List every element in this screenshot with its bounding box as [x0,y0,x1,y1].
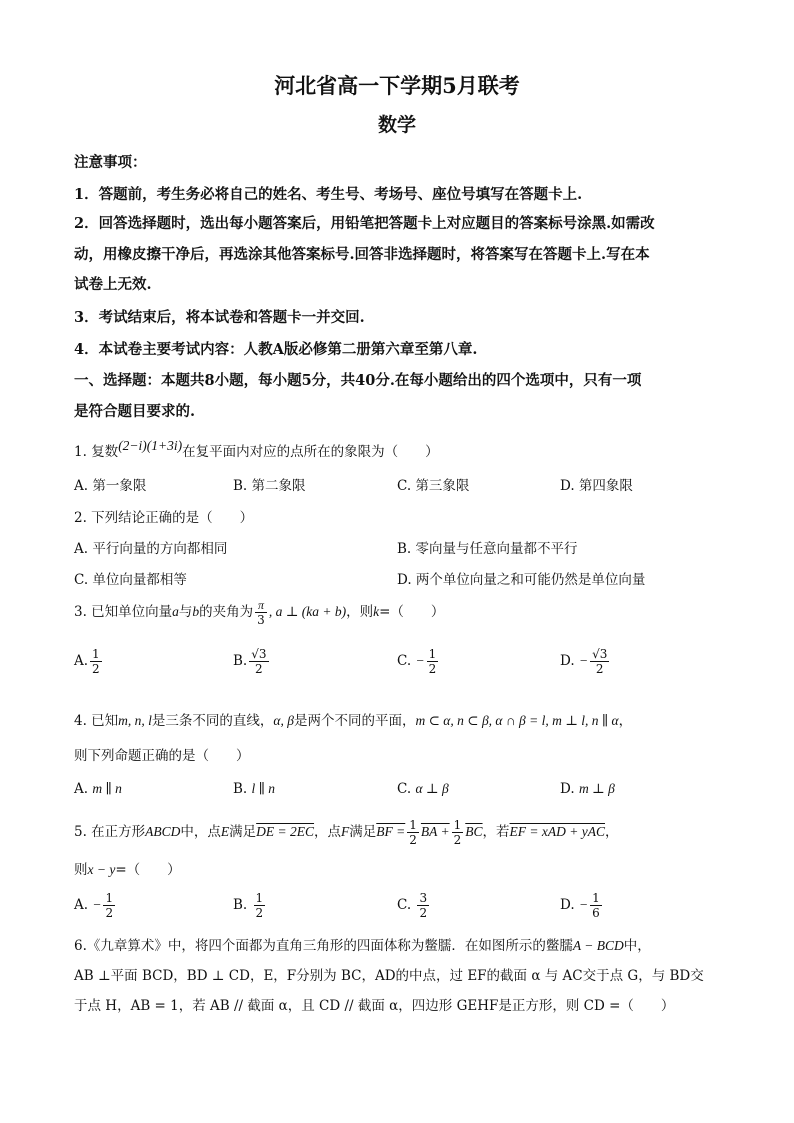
question-6-cont: AB ⊥平面 BCD，BD ⊥ CD，E，F分别为 BC，AD的中点，过 EF的截面 α 与 AC交于点 G，与 BD交 [74,968,704,984]
option-a: A. 平行向量的方向都相同 [74,541,228,557]
exam-title: 河北省高一下学期5月联考 [274,73,520,98]
option-b: B. 第二象限 [233,478,306,494]
question-text: 是三条不同的直线， [151,713,274,729]
question-4 [74,709,632,729]
math-expression: α, β [273,713,294,728]
notice-item: 动，用橡皮擦干净后，再选涂其他答案标号.回答非选择题时，将答案写在答题卡上.写在本 [74,246,650,263]
section-heading: 一、选择题：本题共8小题，每小题5分，共40分.在每小题给出的四个选项中，只有一项 [74,372,642,389]
question-text: 4. 已知 [74,713,119,729]
question-text: 的夹角为 [199,604,254,620]
math-expression: DE = 2EC [256,824,315,839]
question-3 [74,598,444,627]
math-expression: EF = xAD + yAC [509,824,605,839]
question-6: 6.《九章算术》中，将四个面都为直角三角形的四面体称为鳖臑．在如图所示的鳖臑A − BCD中， [74,938,651,954]
notice-item: 1．答题前，考生务必将自己的姓名、考生号、考场号、座位号填写在答题卡上. [74,186,583,203]
question-text: 在复平面内对应的点所在的象限为（ ） [182,444,439,460]
notice-item: 2．回答选择题时，选出每小题答案后，用铅笔把答题卡上对应题目的答案标号涂黑.如需改 [74,215,655,232]
question-5-cont: 则x − y=（ ） [74,862,181,878]
question-number: 1. [74,444,87,460]
option-c: C. 第三象限 [397,478,470,494]
question-5: 5. 在正方形ABCD中，点E满足DE = 2EC，点F满足BF = $\frac{1}{2}$ BA + $\frac{1}{2}$ $\overline{BC}$，若EF = xAD + yAC， [74,818,619,847]
notice-item: 3．考试结束后，将本试卷和答题卡一并交回. [74,309,365,326]
vector-a: a [172,604,179,619]
section-heading-cont: 是符合题目要求的. [74,403,196,420]
fraction: $\frac{\pi}{3}$ [257,598,265,627]
option-c: C. α ⊥ β [397,781,449,797]
option-b: B. $\frac{√3}{2}$ [233,647,267,676]
question-text: ， [618,713,633,729]
option-a: A. 第一象限 [74,478,147,494]
question-text: 复数 [91,444,119,460]
option-b: B. l ∥ n [233,781,276,797]
option-a: A. m ∥ n [74,781,122,797]
option-d: D. 两个单位向量之和可能仍然是单位向量 [397,572,646,588]
option-c: C. 单位向量都相等 [74,572,187,588]
math-expression: m, n, l [118,713,152,728]
option-d: D. − $\frac{√3}{2}$ [560,647,608,676]
option-d: D. m ⊥ β [560,781,615,797]
var-k: k [373,604,380,619]
question-4-cont: 则下列命题正确的是（ ） [74,748,250,764]
option-d: D. − $\frac{1}{6}$ [560,891,600,920]
question-text: 3. 已知单位向量 [74,604,173,620]
option-b: B. $\frac{1}{2}$ [233,891,264,920]
math-expression: , a ⊥ (ka + b) [268,604,347,619]
option-a: A. $\frac{1}{2}$ [74,647,100,676]
notice-heading: 注意事项： [74,154,147,171]
question-text: =（ ） [379,604,445,620]
math-expression: (2−i)(1+3i) [118,438,183,453]
notice-item: 试卷上无效. [74,276,152,293]
question-2: 2. 下列结论正确的是（ ） [74,510,254,526]
option-c: C. $\frac{3}{2}$ [397,891,428,920]
question-text: 是两个不同的平面， [293,713,416,729]
subject-title: 数学 [377,114,416,136]
question-1 [74,440,439,460]
vector-b: b [192,604,200,619]
question-text: 与 [178,604,193,620]
question-text: ，则 [346,604,374,620]
option-b: B. 零向量与任意向量都不平行 [397,541,578,557]
notice-item: 4．本试卷主要考试内容：人教A版必修第二册第六章至第八章. [74,341,478,358]
option-c: C. − $\frac{1}{2}$ [397,647,437,676]
option-d: D. 第四象限 [560,478,633,494]
option-a: A. − $\frac{1}{2}$ [74,891,114,920]
question-6-cont: 于点 H，AB = 1，若 AB // 截面 α，且 CD // 截面 α，四边形 GEHF是正方形，则 CD =（ ） [74,998,675,1014]
math-expression: m ⊂ α, n ⊂ β, α ∩ β = l, m ⊥ l, n ∥ α [415,713,619,728]
